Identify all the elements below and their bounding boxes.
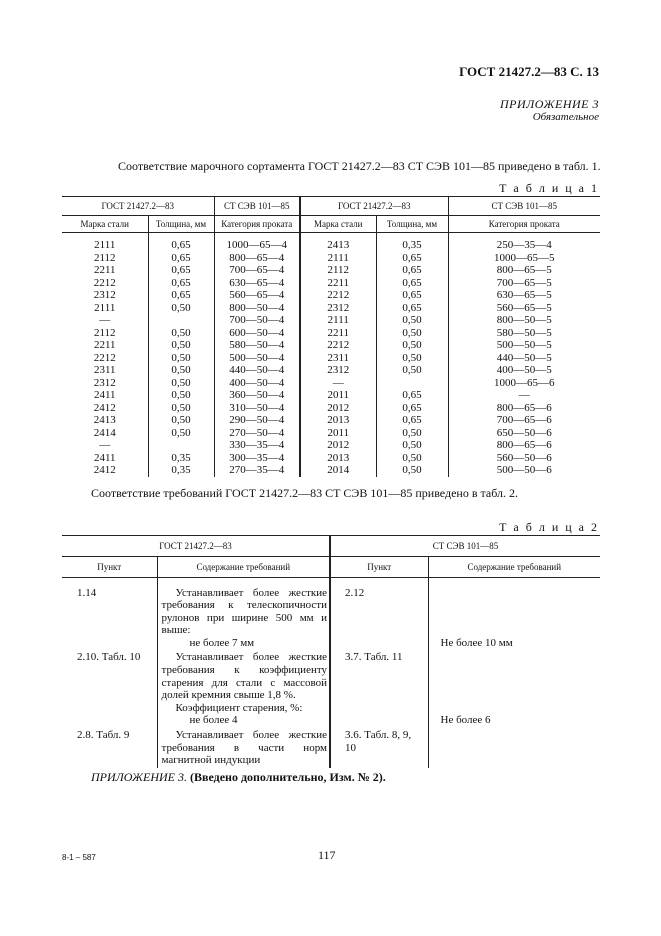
t1-grade-2: 2212 [300,339,376,352]
t1-row [62,352,600,365]
t1-grade-2: 2212 [300,289,376,302]
t1-thick-2: 0,50 [376,314,448,327]
t1-thick: 0,50 [148,364,214,377]
t1-thick: 0,50 [148,352,214,365]
table1-caption: Т а б л и ц а 1 [499,181,599,195]
t1-thick: 0,50 [148,377,214,390]
intro-table1: Соответствие марочного сортамента ГОСТ 21427.2—83 СТ СЭВ 101—85 приведено в табл. 1. [118,159,601,173]
t1-cat: 310—50—4 [214,402,300,415]
t1-cat: 500—50—4 [214,352,300,365]
t1-thick [148,439,214,452]
t1-cat-2: 560—50—6 [448,452,600,465]
t1-grade-2: 2013 [300,414,376,427]
t1-cat: 580—50—4 [214,339,300,352]
t1-grade: 2413 [93,414,116,426]
t1-grade-2: 2012 [300,439,376,452]
t2-st-point: 2.12 [330,586,428,651]
t1-cat: 270—50—4 [214,427,300,440]
t1-thick-2: 0,50 [376,452,448,465]
appendix-note [91,770,386,785]
t1-thick-2: 0,50 [376,427,448,440]
t1-grade-2: 2112 [300,264,376,277]
t1-cat-2: 500—50—6 [448,464,600,477]
t1-cat: 290—50—4 [214,414,300,427]
t1-row [62,452,600,465]
t1-cat: 800—50—4 [214,302,300,315]
t1-row [62,389,600,402]
t1-grade: — [99,314,111,326]
t1-col-thick: Толщина, мм [148,216,214,233]
t2-col-content-2: Содержание требований [428,557,600,578]
t1-thick: 0,65 [148,252,214,265]
t1-grade-2: 2011 [300,427,376,440]
t1-cat: 270—35—4 [214,464,300,477]
t1-cat-2: 800—50—5 [448,314,600,327]
t1-grade-2: — [300,377,376,390]
t1-thick-2: 0,65 [376,302,448,315]
t1-col-cat: Категория проката [214,216,300,233]
t2-gost-text: Устанавливает более жесткие требования к телескопичности рулонов при ширине 500 мм и выше: [161,586,327,637]
t1-grade: 2112 [93,251,116,264]
t1-grade: 2212 [93,351,116,364]
t1-grade: 2414 [93,426,116,439]
t2-col-point: Пункт [62,557,157,578]
t1-row [62,252,600,265]
t1-grade-2: 2311 [300,352,376,365]
t1-cat: 700—50—4 [214,314,300,327]
t1-cat-2: 1000—65—5 [448,252,600,265]
t1-row [62,364,600,377]
t2-gost-sub: не более 4 [189,714,238,727]
t1-grade: 2212 [93,276,116,289]
t1-grade: 2111 [94,239,116,251]
t2-col-content: Содержание требований [157,557,330,578]
t2-st-text: Не более 6 [428,650,600,728]
t1-row [62,439,600,452]
t1-grade: 2411 [93,389,116,401]
t1-thick: 0,50 [148,327,214,340]
t1-thick: 0,65 [148,277,214,290]
t2-gost-text2: Коэффициент старения, %: [175,701,303,714]
t1-row [62,277,600,290]
t2-row [62,728,600,768]
t1-row [62,289,600,302]
t2-st-text: Не более 10 мм [428,586,600,651]
t1-cat-2: 700—65—5 [448,277,600,290]
t1-row [62,414,600,427]
t1-cat-2: 580—50—5 [448,327,600,340]
t1-grade-2: 2011 [300,389,376,402]
t1-cat: 360—50—4 [214,389,300,402]
t1-thick-2: 0,65 [376,277,448,290]
t1-row [62,264,600,277]
t1-cat-2: 800—65—6 [448,439,600,452]
t1-thick-2: 0,50 [376,464,448,477]
t1-cat-2: 800—65—6 [448,402,600,415]
t1-thick: 0,50 [148,339,214,352]
t1-grade-2: 2312 [300,302,376,315]
t1-cat: 1000—65—4 [214,239,300,252]
t2-row [62,650,600,728]
t2-group-st: СТ СЭВ 101—85 [330,536,600,557]
t1-thick: 0,50 [148,414,214,427]
t1-cat-2: — [448,389,600,402]
t1-grade: — [99,439,111,451]
t2-group-gost: ГОСТ 21427.2—83 [62,536,330,557]
t1-thick-2: 0,65 [376,402,448,415]
t1-group-st-left: СТ СЭВ 101—85 [214,197,300,216]
t1-grade-2: 2012 [300,402,376,415]
t2-col-point-2: Пункт [330,557,428,578]
t1-row [62,314,600,327]
t1-grade: 2411 [93,451,116,464]
t1-row [62,464,600,477]
t1-col-grade-2: Марка стали [300,216,376,233]
t1-cat: 600—50—4 [214,327,300,340]
appendix-note-bold: (Введено дополнительно, Изм. № 2). [189,770,386,784]
footer-code: 8-1 – 587 [62,853,96,862]
t1-cat-2: 700—65—6 [448,414,600,427]
t1-thick: 0,50 [148,389,214,402]
t1-grade-2: 2013 [300,452,376,465]
t1-thick: 0,35 [148,464,214,477]
t1-thick: 0,65 [148,239,214,252]
t1-grade: 2211 [93,264,116,276]
t1-group-st-right: СТ СЭВ 101—85 [448,197,600,216]
t1-grade-2: 2312 [300,364,376,377]
t1-row [62,339,600,352]
t1-cat: 300—35—4 [214,452,300,465]
t1-row [62,427,600,440]
t1-cat: 560—65—4 [214,289,300,302]
t1-row [62,402,600,415]
t1-cat: 630—65—4 [214,277,300,290]
appendix-note-italic: ПРИЛОЖЕНИЕ 3. [91,770,187,784]
page-number: 117 [318,848,336,862]
t1-row [62,377,600,390]
t1-thick-2: 0,35 [376,239,448,252]
t1-grade-2: 2211 [300,277,376,290]
t2-st-point: 3.6. Табл. 8, 9, 10 [330,728,428,768]
t1-group-gost-left: ГОСТ 21427.2—83 [62,197,214,216]
t1-cat-2: 400—50—5 [448,364,600,377]
t1-cat: 440—50—4 [214,364,300,377]
t2-row [62,586,600,651]
page-header: ГОСТ 21427.2—83 С. 13 [459,64,599,79]
t1-cat-2: 800—65—5 [448,264,600,277]
t2-gost-text: Устанавливает более жесткие требования к коэффициенту старения для стали с массовой долей кремния свыше 1,8 %. [161,651,327,702]
t1-thick-2: 0,65 [376,414,448,427]
t1-grade-2: 2111 [300,252,376,265]
t1-cat: 400—50—4 [214,377,300,390]
t1-grade-2: 2111 [300,314,376,327]
t1-thick: 0,50 [148,302,214,315]
t1-cat-2: 650—50—6 [448,427,600,440]
t1-thick-2: 0,65 [376,252,448,265]
t1-grade: 2312 [93,376,116,389]
t1-row [62,239,600,252]
t1-thick: 0,35 [148,452,214,465]
t1-thick [148,314,214,327]
t1-thick: 0,50 [148,402,214,415]
t1-thick-2: 0,50 [376,439,448,452]
t1-grade-2: 2014 [300,464,376,477]
t1-thick: 0,65 [148,264,214,277]
t2-gost-point: 1.14 [77,586,97,599]
t2-gost-sub: не более 7 мм [189,636,255,649]
t1-cat-2: 1000—65—6 [448,377,600,390]
t1-thick-2: 0,65 [376,264,448,277]
t1-cat: 800—65—4 [214,252,300,265]
t1-thick-2 [376,377,448,390]
appendix-status: Обязательное [532,111,599,123]
table-1 [62,196,600,477]
t1-grade: 2112 [93,326,116,339]
table2-caption: Т а б л и ц а 2 [499,520,599,534]
t1-grade: 2312 [93,289,116,301]
t2-gost-point: 2.10. Табл. 10 [77,651,141,664]
t1-grade-2: 2211 [300,327,376,340]
t1-col-cat-2: Категория проката [448,216,600,233]
appendix-title: ПРИЛОЖЕНИЕ 3 [500,97,599,111]
t1-grade: 2412 [93,401,116,414]
intro-table2: Соответствие требований ГОСТ 21427.2—83 СТ СЭВ 101—85 приведено в табл. 2. [91,486,518,500]
t2-gost-point: 2.8. Табл. 9 [77,729,130,742]
t1-thick-2: 0,65 [376,389,448,402]
t1-thick-2: 0,50 [376,327,448,340]
t1-row [62,327,600,340]
t1-cat: 700—65—4 [214,264,300,277]
t1-cat: 330—35—4 [214,439,300,452]
t1-thick: 0,50 [148,427,214,440]
t1-row [62,302,600,315]
t1-group-gost-right: ГОСТ 21427.2—83 [300,197,448,216]
t1-cat-2: 440—50—5 [448,352,600,365]
t1-grade: 2211 [93,339,116,351]
t1-grade: 2111 [94,301,116,314]
t1-thick-2: 0,65 [376,289,448,302]
t1-thick-2: 0,50 [376,339,448,352]
t1-grade: 2412 [93,464,116,476]
t1-col-grade: Марка стали [62,216,148,233]
t1-thick-2: 0,50 [376,364,448,377]
t2-st-text [428,728,600,768]
t2-gost-text: Устанавливает более жесткие требования в части норм магнитной индукции [161,729,327,767]
t1-cat-2: 500—50—5 [448,339,600,352]
t1-grade: 2311 [93,364,116,376]
table-2 [62,535,600,768]
t1-thick: 0,65 [148,289,214,302]
t2-st-point: 3.7. Табл. 11 [330,650,428,728]
t1-cat-2: 630—65—5 [448,289,600,302]
t1-cat-2: 560—65—5 [448,302,600,315]
t1-thick-2: 0,50 [376,352,448,365]
t1-cat-2: 250—35—4 [448,239,600,252]
t1-col-thick-2: Толщина, мм [376,216,448,233]
t1-grade-2: 2413 [300,239,376,252]
